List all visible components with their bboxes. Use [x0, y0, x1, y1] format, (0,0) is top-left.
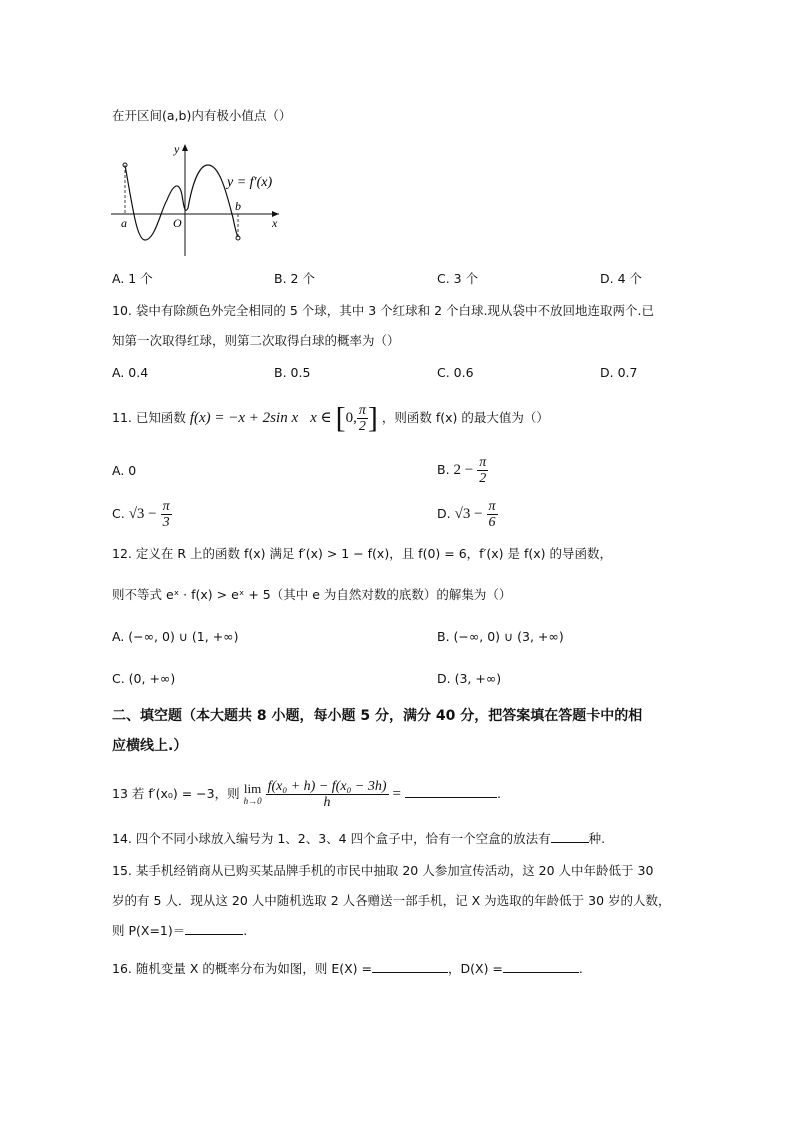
q12-line2: 则不等式 eˣ · f(x) > eˣ + 5（其中 e 为自然对数的底数）的解集为（） — [112, 587, 512, 602]
q13-numerator: f(x₀ + h) − f(x₀ − 3h) — [267, 779, 387, 794]
q15-line1: 15. 某手机经销商从已购买某品牌手机的市民中抽取 20 人参加宣传活动，这 20 人中年龄低于 30 — [112, 863, 654, 878]
y-axis-arrow — [182, 144, 188, 151]
q12-line1: 12. 定义在 R 上的函数 f(x) 满足 f′(x) > 1 − f(x)，且 f(0) = 6，f′(x) 是 f(x) 的导函数， — [112, 546, 613, 561]
q9-stem: 在开区间(a,b)内有极小值点（） — [112, 108, 292, 123]
section2-heading-line2: 应横线上.） — [112, 738, 188, 754]
q13-denominator: h — [323, 795, 331, 810]
q13-prefix: 13 若 f′(x₀) = −3，则 — [112, 786, 240, 801]
q13-answer-blank[interactable] — [405, 785, 497, 798]
q13-lim-sub: h→0 — [243, 795, 262, 806]
q11-domain: x ∈ — [310, 410, 332, 426]
q14-line: 14. 四个不同小球放入编号为 1、2、3、4 四个盒子中，恰有一个空盒的放法有 种. — [112, 831, 606, 846]
q10-line1: 10. 袋中有除颜色外完全相同的 5 个球，其中 3 个红球和 2 个白球.现从袋中不放回地连取两个.已 — [112, 303, 654, 318]
q11-two: 2 — [358, 419, 366, 434]
q15-line2: 岁的有 5 人．现从这 20 人中随机选取 2 人各赠送一部手机，记 X 为选取的年龄低于 30 岁的人数， — [112, 893, 671, 908]
q11-prefix: 11. 已知函数 — [112, 410, 186, 425]
q11-pi: π — [358, 403, 366, 418]
graph-function-label: y = f′(x) — [227, 175, 273, 190]
q11-option-d[interactable]: D. √3 − $\frac{\pi}{6}$ — [437, 499, 496, 530]
section2-heading-line1: 二、填空题（本大题共 8 小题，每小题 5 分，满分 40 分，把答案填在答题卡中的相 — [112, 708, 643, 724]
q11-interval-left: 0, — [345, 410, 357, 426]
q16-dx-blank[interactable] — [503, 960, 579, 973]
label-y: y — [174, 142, 180, 156]
q11-option-b[interactable]: B. 2 − $\frac{\pi}{2}$ — [437, 455, 487, 486]
q10-option-b[interactable]: B. 0.5 — [274, 365, 311, 380]
q10-option-c[interactable]: C. 0.6 — [437, 365, 474, 380]
q10-option-a[interactable]: A. 0.4 — [112, 365, 149, 380]
label-x: x — [272, 216, 278, 230]
q9-option-b[interactable]: B. 2 个 — [274, 271, 315, 286]
q13-line: 13 若 f′(x₀) = −3，则 lim h→0 $\frac{\text{f(x₀ + h) − f(x₀ − 3h)}}{h}$ = . — [112, 779, 501, 810]
q11-line: 11. 已知函数 f(x) = −x + 2sin x x ∈ [0, $\frac{\pi}{2}$ ] ，则函数 f(x) 的最大值为（） — [112, 401, 549, 435]
q16-ex-blank[interactable] — [372, 960, 448, 973]
q11-option-c[interactable]: C. √3 − $\frac{\pi}{3}$ — [112, 499, 170, 530]
q9-option-c[interactable]: C. 3 个 — [437, 271, 479, 286]
q13-lim: lim — [243, 780, 262, 796]
q9-option-d[interactable]: D. 4 个 — [600, 271, 642, 286]
q12-option-a[interactable]: A. (−∞, 0) ∪ (1, +∞) — [112, 629, 239, 644]
q12-option-d[interactable]: D. (3, +∞) — [437, 671, 502, 686]
q12-option-b[interactable]: B. (−∞, 0) ∪ (3, +∞) — [437, 629, 564, 644]
q16-line: 16. 随机变量 X 的概率分布为如图，则 E(X) = ，D(X) = . — [112, 961, 583, 976]
q15-line3: 则 P(X=1)＝ . — [112, 923, 248, 938]
q11-suffix: ，则函数 f(x) 的最大值为（） — [381, 410, 549, 425]
q10-option-d[interactable]: D. 0.7 — [600, 365, 638, 380]
derivative-graph — [105, 140, 285, 260]
q9-option-a[interactable]: A. 1 个 — [112, 271, 153, 286]
q15-answer-blank[interactable] — [185, 922, 243, 935]
label-b: b — [235, 199, 241, 213]
q12-option-c[interactable]: C. (0, +∞) — [112, 671, 176, 686]
q11-option-a[interactable]: A. 0 — [112, 463, 137, 478]
q11-func: f(x) = −x + 2sin x — [189, 410, 299, 426]
q10-line2: 知第一次取得红球，则第二次取得白球的概率为（） — [112, 333, 400, 348]
label-origin: O — [173, 216, 182, 230]
label-a: a — [121, 216, 127, 230]
q14-answer-blank[interactable] — [551, 830, 589, 843]
